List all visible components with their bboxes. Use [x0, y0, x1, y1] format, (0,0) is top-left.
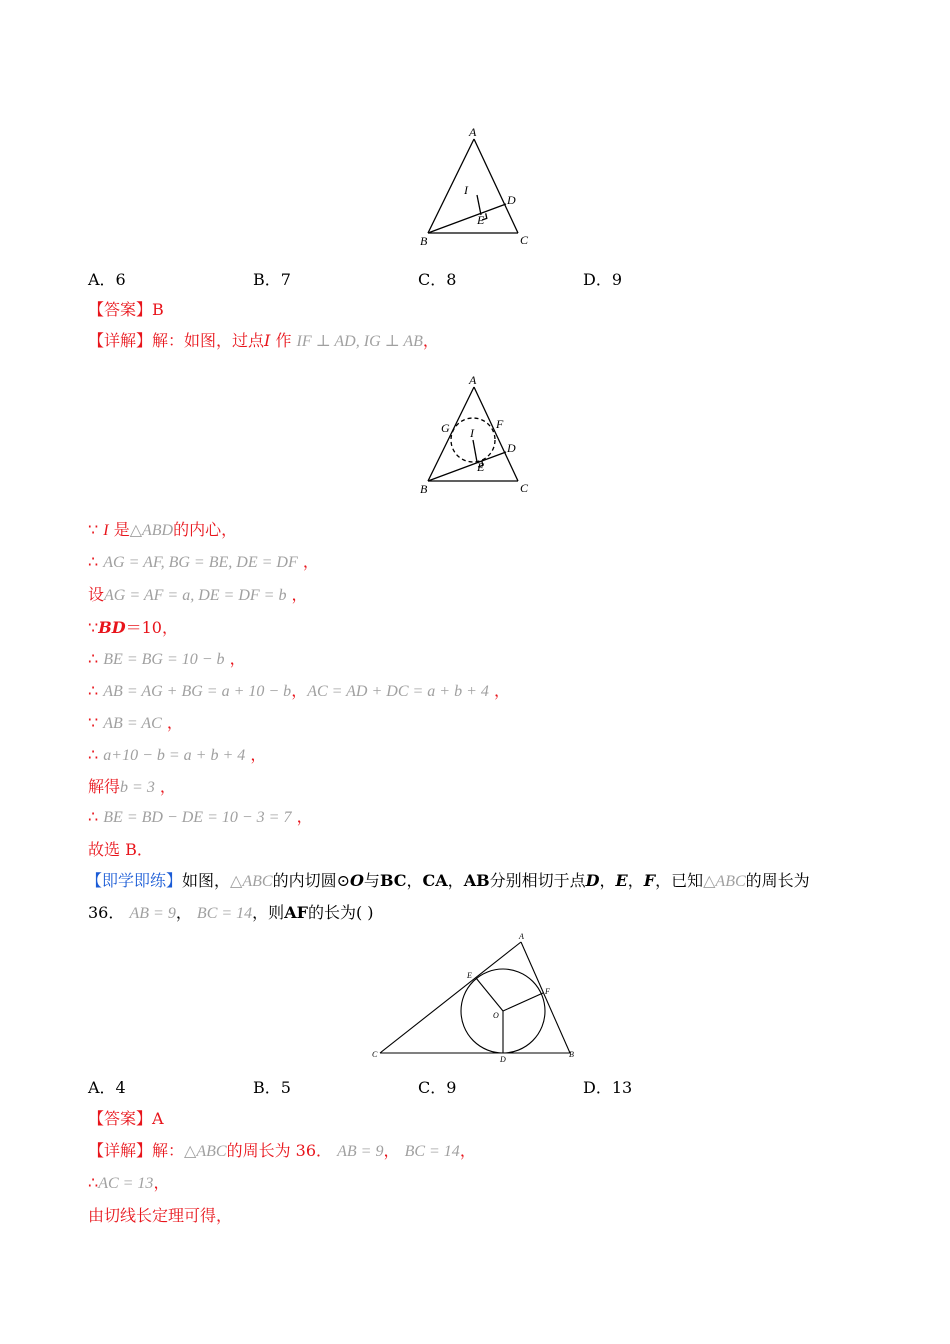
side-ca [380, 942, 521, 1053]
step-3: 设AG = AF = a, DE = DF = b ， [88, 585, 308, 604]
q1-option-b: B．7 [253, 270, 291, 289]
svg-text:F: F [496, 417, 504, 431]
label-b: B [420, 234, 428, 248]
step-4: ∵BD＝10， [88, 618, 178, 637]
q1-option-d: D．9 [583, 270, 623, 289]
svg-text:A: A [469, 373, 477, 387]
label-d: D [507, 193, 516, 207]
label-c: C [520, 233, 529, 247]
step-10: ∴ BE = BD − DE = 10 − 3 = 7 ， [88, 807, 313, 826]
step-2: ∴ AG = AF, BG = BE, DE = DF ， [88, 552, 319, 571]
svg-text:C: C [372, 1050, 378, 1059]
radius-of [503, 993, 543, 1011]
step-8: ∴ a+10 − b = a + b + 4 ， [88, 745, 267, 764]
segment-ie [477, 195, 481, 215]
answer-value: B [152, 300, 164, 319]
svg-text:E: E [467, 971, 472, 980]
figure-1-triangle [410, 124, 550, 250]
figure-3-incircle-triangle [366, 930, 586, 1070]
q2-option-a: A．4 [88, 1078, 126, 1097]
practice-question-line-1: 【即学即练】如图，△ABC的内切圆⊙O与BC，CA，AB分别相切于点D，E，F，已知△ABC的周长为 [86, 871, 810, 890]
detail-tag: 【详解】 [88, 331, 153, 350]
q1-option-c: C．8 [418, 270, 457, 289]
svg-text:A: A [519, 932, 524, 941]
svg-text:G: G [441, 421, 450, 435]
practice-question-line-2: 36． AB = 9， BC = 14，则AF的长为( ) [88, 903, 374, 922]
q2-option-b: B．5 [253, 1078, 291, 1097]
svg-text:B: B [420, 482, 428, 496]
label-i: I [464, 183, 468, 197]
step-1: ∵ I 是△ABD的内心， [88, 520, 238, 539]
step-7: ∵ AB = AC ， [88, 713, 183, 732]
svg-text:D: D [507, 441, 516, 455]
radius-oe [476, 978, 503, 1011]
label-e: E [477, 213, 485, 227]
detail-2-line-2: ∴AC = 13， [88, 1173, 170, 1192]
svg-text:I: I [470, 426, 474, 440]
step-9: 解得b = 3 ， [88, 777, 176, 796]
svg-text:D: D [500, 1055, 506, 1064]
figure-2-incircle [410, 372, 550, 498]
svg-text:E: E [477, 460, 485, 474]
practice-tag: 【即学即练】 [86, 871, 183, 890]
svg-text:O: O [493, 1011, 499, 1020]
detail-1-intro: 【详解】解：如图，过点I 作 IF ⊥ AD, IG ⊥ AB， [88, 331, 439, 350]
answer-tag: 【答案】 [88, 300, 153, 319]
step-5: ∴ BE = BG = 10 − b ， [88, 649, 246, 668]
svg-text:F: F [545, 987, 550, 996]
q2-option-d: D．13 [583, 1078, 633, 1097]
step-6: ∴ AB = AG + BG = a + 10 − b，AC = AD + DC = a + b + 4 ， [88, 681, 511, 700]
side-ab [521, 942, 570, 1053]
q1-option-a: A．6 [88, 270, 126, 289]
svg-text:B: B [569, 1050, 574, 1059]
svg-text:C: C [520, 481, 529, 495]
detail-2-line-3: 由切线长定理可得， [88, 1206, 233, 1225]
math-expression: IF ⊥ AD, IG ⊥ AB [296, 333, 423, 350]
q2-option-c: C．9 [418, 1078, 457, 1097]
step-11: 故选 B． [88, 840, 153, 859]
answer-1 [88, 299, 164, 321]
answer-2: 【答案】A [88, 1109, 164, 1128]
label-a: A [469, 125, 477, 139]
detail-2-line-1: 【详解】解：△ABC的周长为 36． AB = 9， BC = 14， [88, 1141, 476, 1160]
